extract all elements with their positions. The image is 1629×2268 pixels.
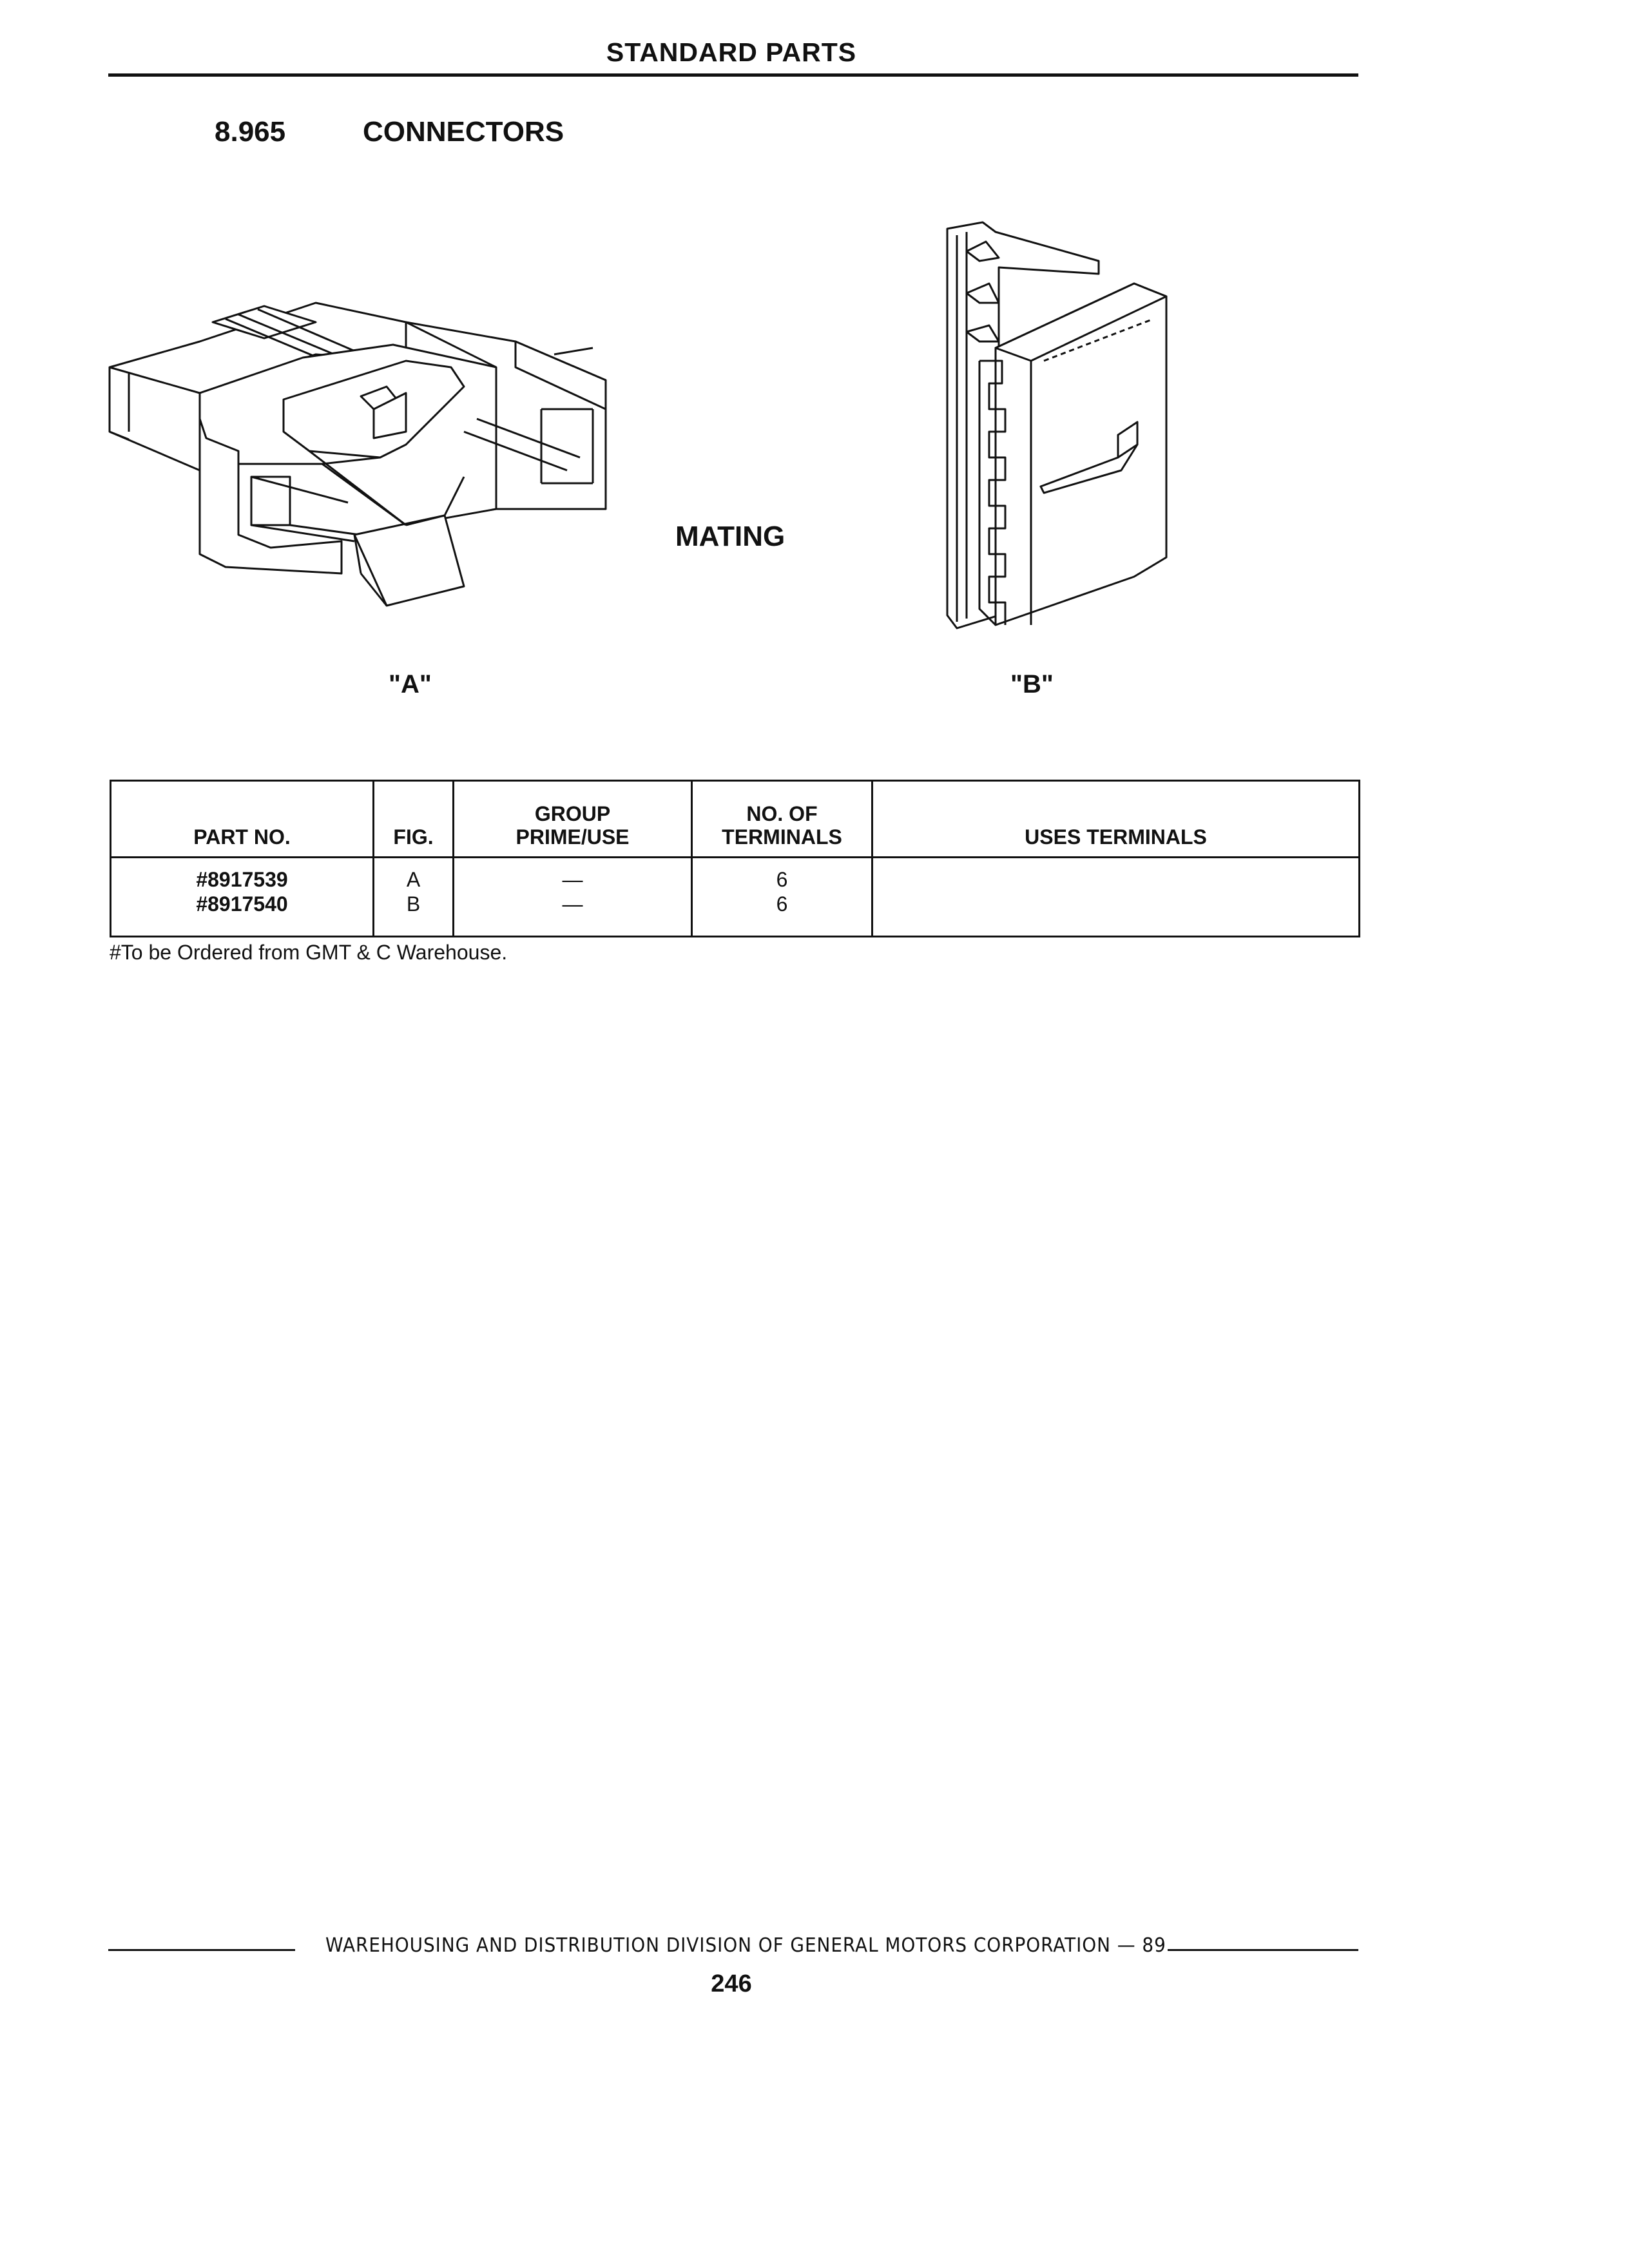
fig-value: A	[406, 868, 421, 891]
group-value: —	[562, 892, 583, 916]
header-terminals-line-1: NO. OF	[746, 802, 818, 825]
mating-label: MATING	[675, 521, 786, 552]
header-rule	[108, 73, 1358, 77]
table-row	[111, 858, 1360, 937]
part-no-value: #8917540	[196, 892, 288, 916]
header-group-line-1: GROUP	[534, 802, 611, 825]
header-terminals	[692, 781, 872, 858]
connector-b-drawing-icon	[928, 222, 1179, 641]
part-no-cell	[111, 858, 374, 937]
terminals-value: 6	[776, 892, 788, 916]
connector-a-drawing-icon	[103, 271, 619, 619]
footer-rule-right	[1168, 1949, 1358, 1951]
part-no-value: #8917539	[196, 868, 288, 891]
group-cell	[454, 858, 692, 937]
section-title: CONNECTORS	[363, 116, 564, 148]
header-terminals-line-2: TERMINALS	[722, 825, 842, 849]
uses-terminals-cell	[872, 858, 1360, 937]
section-number: 8.965	[215, 116, 286, 148]
header-part-no: PART NO.	[111, 781, 374, 858]
figure-a-label: "A"	[389, 670, 432, 698]
group-value: —	[562, 868, 583, 891]
fig-value: B	[406, 892, 421, 916]
footnote: #To be Ordered from GMT & C Warehouse.	[110, 941, 508, 964]
header-uses-terminals: USES TERMINALS	[872, 781, 1360, 858]
header-group	[454, 781, 692, 858]
parts-table	[110, 780, 1360, 937]
fig-cell	[374, 858, 454, 937]
table-header-row	[111, 781, 1360, 858]
page-number: 246	[711, 1970, 752, 1997]
header-fig: FIG.	[374, 781, 454, 858]
terminals-cell	[692, 858, 872, 937]
footer-rule-left	[108, 1949, 295, 1951]
page-header-title: STANDARD PARTS	[606, 37, 857, 67]
header-group-line-2: PRIME/USE	[516, 825, 630, 849]
figure-b-label: "B"	[1010, 670, 1054, 698]
terminals-value: 6	[776, 868, 788, 891]
footer-text: WAREHOUSING AND DISTRIBUTION DIVISION OF GENERAL MOTORS CORPORATION — 89	[325, 1934, 1166, 1957]
